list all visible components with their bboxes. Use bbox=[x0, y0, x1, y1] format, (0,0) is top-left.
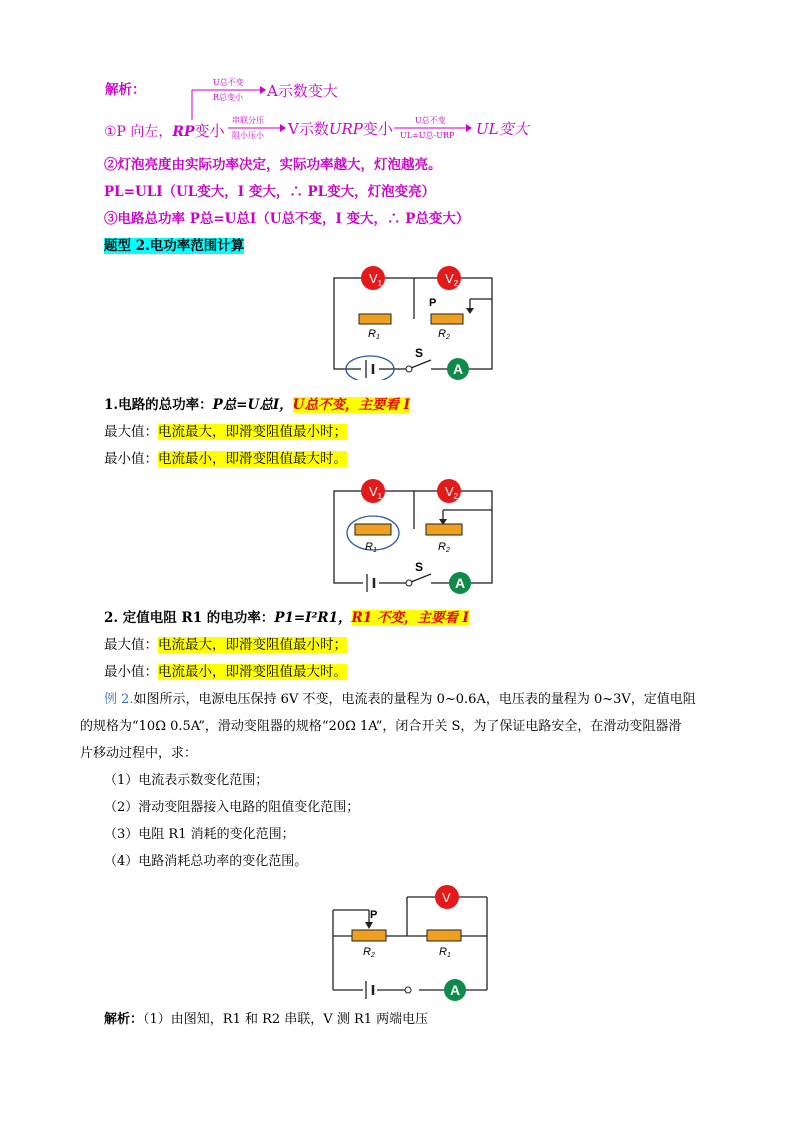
question-1: （1）电流表示数变化范围； bbox=[104, 773, 269, 788]
u-rp: URP bbox=[328, 120, 363, 138]
r2-label: R2 bbox=[363, 946, 375, 959]
v1-label: $V_1$ bbox=[369, 271, 383, 288]
u-rp-change: 变小 bbox=[362, 120, 393, 138]
example2-line1 bbox=[104, 690, 696, 710]
arrow-right-upper: U总不变 bbox=[415, 116, 446, 125]
example2-line3: 片移动过程中，求： bbox=[80, 746, 198, 761]
question-2: （2）滑动变阻器接入电路的阻值变化范围； bbox=[104, 800, 360, 815]
example2-line2: 的规格为“10Ω 0.5A”，滑动变阻器的规格“20Ω 1A”，闭合开关 S，为了保证电路安全，在滑动变阻器滑 bbox=[80, 719, 682, 734]
circuit-diagram-1 bbox=[325, 262, 500, 380]
section2-title-a: 题型 2. bbox=[104, 238, 150, 254]
r2-label: R2 bbox=[438, 328, 450, 341]
switch-terminal bbox=[406, 366, 412, 372]
resistor-r1 bbox=[427, 930, 461, 941]
part2-max-text: 电流最大，即滑变阻值最小时； bbox=[158, 637, 347, 653]
resistor-r2 bbox=[426, 524, 462, 535]
question-4: （4）电路消耗总功率的变化范围。 bbox=[104, 854, 308, 869]
part1-max bbox=[104, 422, 347, 442]
part2-heading bbox=[104, 608, 469, 628]
part2-min-text: 电流最小，即滑变阻值最大时。 bbox=[158, 664, 347, 680]
analysis-line2: ②灯泡亮度由实际功率决定，实际功率越大，灯泡越亮。 bbox=[104, 157, 442, 173]
arrow-top-lower: R总变小 bbox=[213, 93, 244, 102]
s-label: S bbox=[415, 346, 424, 360]
a-label: A bbox=[453, 361, 464, 377]
part2-highlight: R1 不变，主要看 I bbox=[351, 610, 469, 626]
part1-min-label: 最小值： bbox=[104, 451, 158, 467]
circuit-diagram-3 bbox=[325, 880, 500, 1002]
step1-line bbox=[104, 120, 225, 141]
part1-max-label: 最大值： bbox=[104, 424, 158, 440]
analysis2-label: 解析： bbox=[104, 1012, 144, 1027]
part1-min bbox=[104, 449, 347, 469]
v-reading-line bbox=[288, 118, 393, 139]
part2-max-label: 最大值： bbox=[104, 637, 158, 653]
result-top: A示数变大 bbox=[267, 82, 338, 100]
example2-label: 例 2. bbox=[104, 692, 134, 707]
v-label: V bbox=[442, 890, 451, 905]
step1-start: ①P 向左， bbox=[104, 124, 173, 140]
question-3: （3）电阻 R1 消耗的变化范围； bbox=[104, 827, 295, 842]
r1-label: R1 bbox=[439, 946, 451, 959]
analysis-label: 解析： bbox=[105, 82, 146, 98]
part1-max-text: 电流最大，即滑变阻值最小时； bbox=[158, 424, 347, 440]
section2-title-b: 电功率范围计算 bbox=[149, 238, 245, 254]
a-label: A bbox=[455, 575, 466, 591]
arrow-mid-graphic bbox=[228, 122, 288, 134]
resistor-r1 bbox=[359, 314, 391, 324]
part1-min-text: 电流最小，即滑变阻值最大时。 bbox=[158, 451, 347, 467]
arrow-mid-lower: 阻小压小 bbox=[232, 131, 264, 140]
p-label: P bbox=[429, 297, 437, 309]
analysis2-line bbox=[104, 1010, 428, 1030]
v2-label: $V_2$ bbox=[445, 271, 459, 288]
analysis-line4: ③电路总功率 P总=U总I（U总不变，I 变大，∴ P总变大） bbox=[104, 211, 470, 227]
circuit-diagram-2 bbox=[325, 477, 500, 595]
s-label: S bbox=[415, 560, 424, 574]
analysis-line3: PL=ULI（UL变大，I 变大，∴ PL变大，灯泡变亮） bbox=[104, 184, 436, 200]
part2-min-label: 最小值： bbox=[104, 664, 158, 680]
example2-text1: 如图所示，电源电压保持 6V 不变，电流表的量程为 0~0.6A，电压表的量程为 0~3V，定值电阻 bbox=[133, 692, 696, 707]
arrow-mid-upper: 串联分压 bbox=[232, 116, 264, 125]
v2-label: $V_2$ bbox=[445, 484, 459, 501]
part1-prefix: 1.电路的总功率： bbox=[104, 397, 213, 413]
a-label: A bbox=[450, 982, 461, 998]
rp-symbol: RP bbox=[172, 124, 195, 140]
part2-max bbox=[104, 635, 347, 655]
part1-formula: P总=U总I， bbox=[212, 397, 293, 413]
arrow-right-graphic bbox=[394, 122, 474, 134]
switch-terminal bbox=[406, 580, 412, 586]
resistor-r2 bbox=[352, 930, 386, 941]
resistor-r1 bbox=[355, 524, 391, 535]
p-label: P bbox=[370, 909, 378, 921]
switch-terminal bbox=[405, 987, 411, 993]
rp-change: 变小 bbox=[194, 122, 225, 140]
part2-formula: P1=I²R1， bbox=[274, 610, 352, 626]
section2-title bbox=[104, 236, 244, 256]
part2-min bbox=[104, 662, 347, 682]
analysis2-text: （1）由图知，R1 和 R2 串联，V 测 R1 两端电压 bbox=[143, 1012, 429, 1027]
v-reading: V示数 bbox=[288, 120, 329, 138]
part1-heading bbox=[104, 395, 410, 415]
resistor-r2 bbox=[431, 314, 463, 324]
part2-prefix: 2. 定值电阻 R1 的电功率： bbox=[104, 610, 275, 626]
r1-label: R1 bbox=[365, 541, 377, 554]
v1-label: $V_1$ bbox=[369, 484, 383, 501]
r2-label: R2 bbox=[438, 541, 450, 554]
r1-label: R1 bbox=[368, 328, 380, 341]
arrow-top-upper: U总不变 bbox=[213, 78, 244, 87]
part1-highlight: U总不变，主要看 I bbox=[292, 397, 410, 413]
arrow-right-lower: UL=U总-URP bbox=[400, 131, 455, 140]
ul-result: UL变大 bbox=[476, 120, 529, 138]
